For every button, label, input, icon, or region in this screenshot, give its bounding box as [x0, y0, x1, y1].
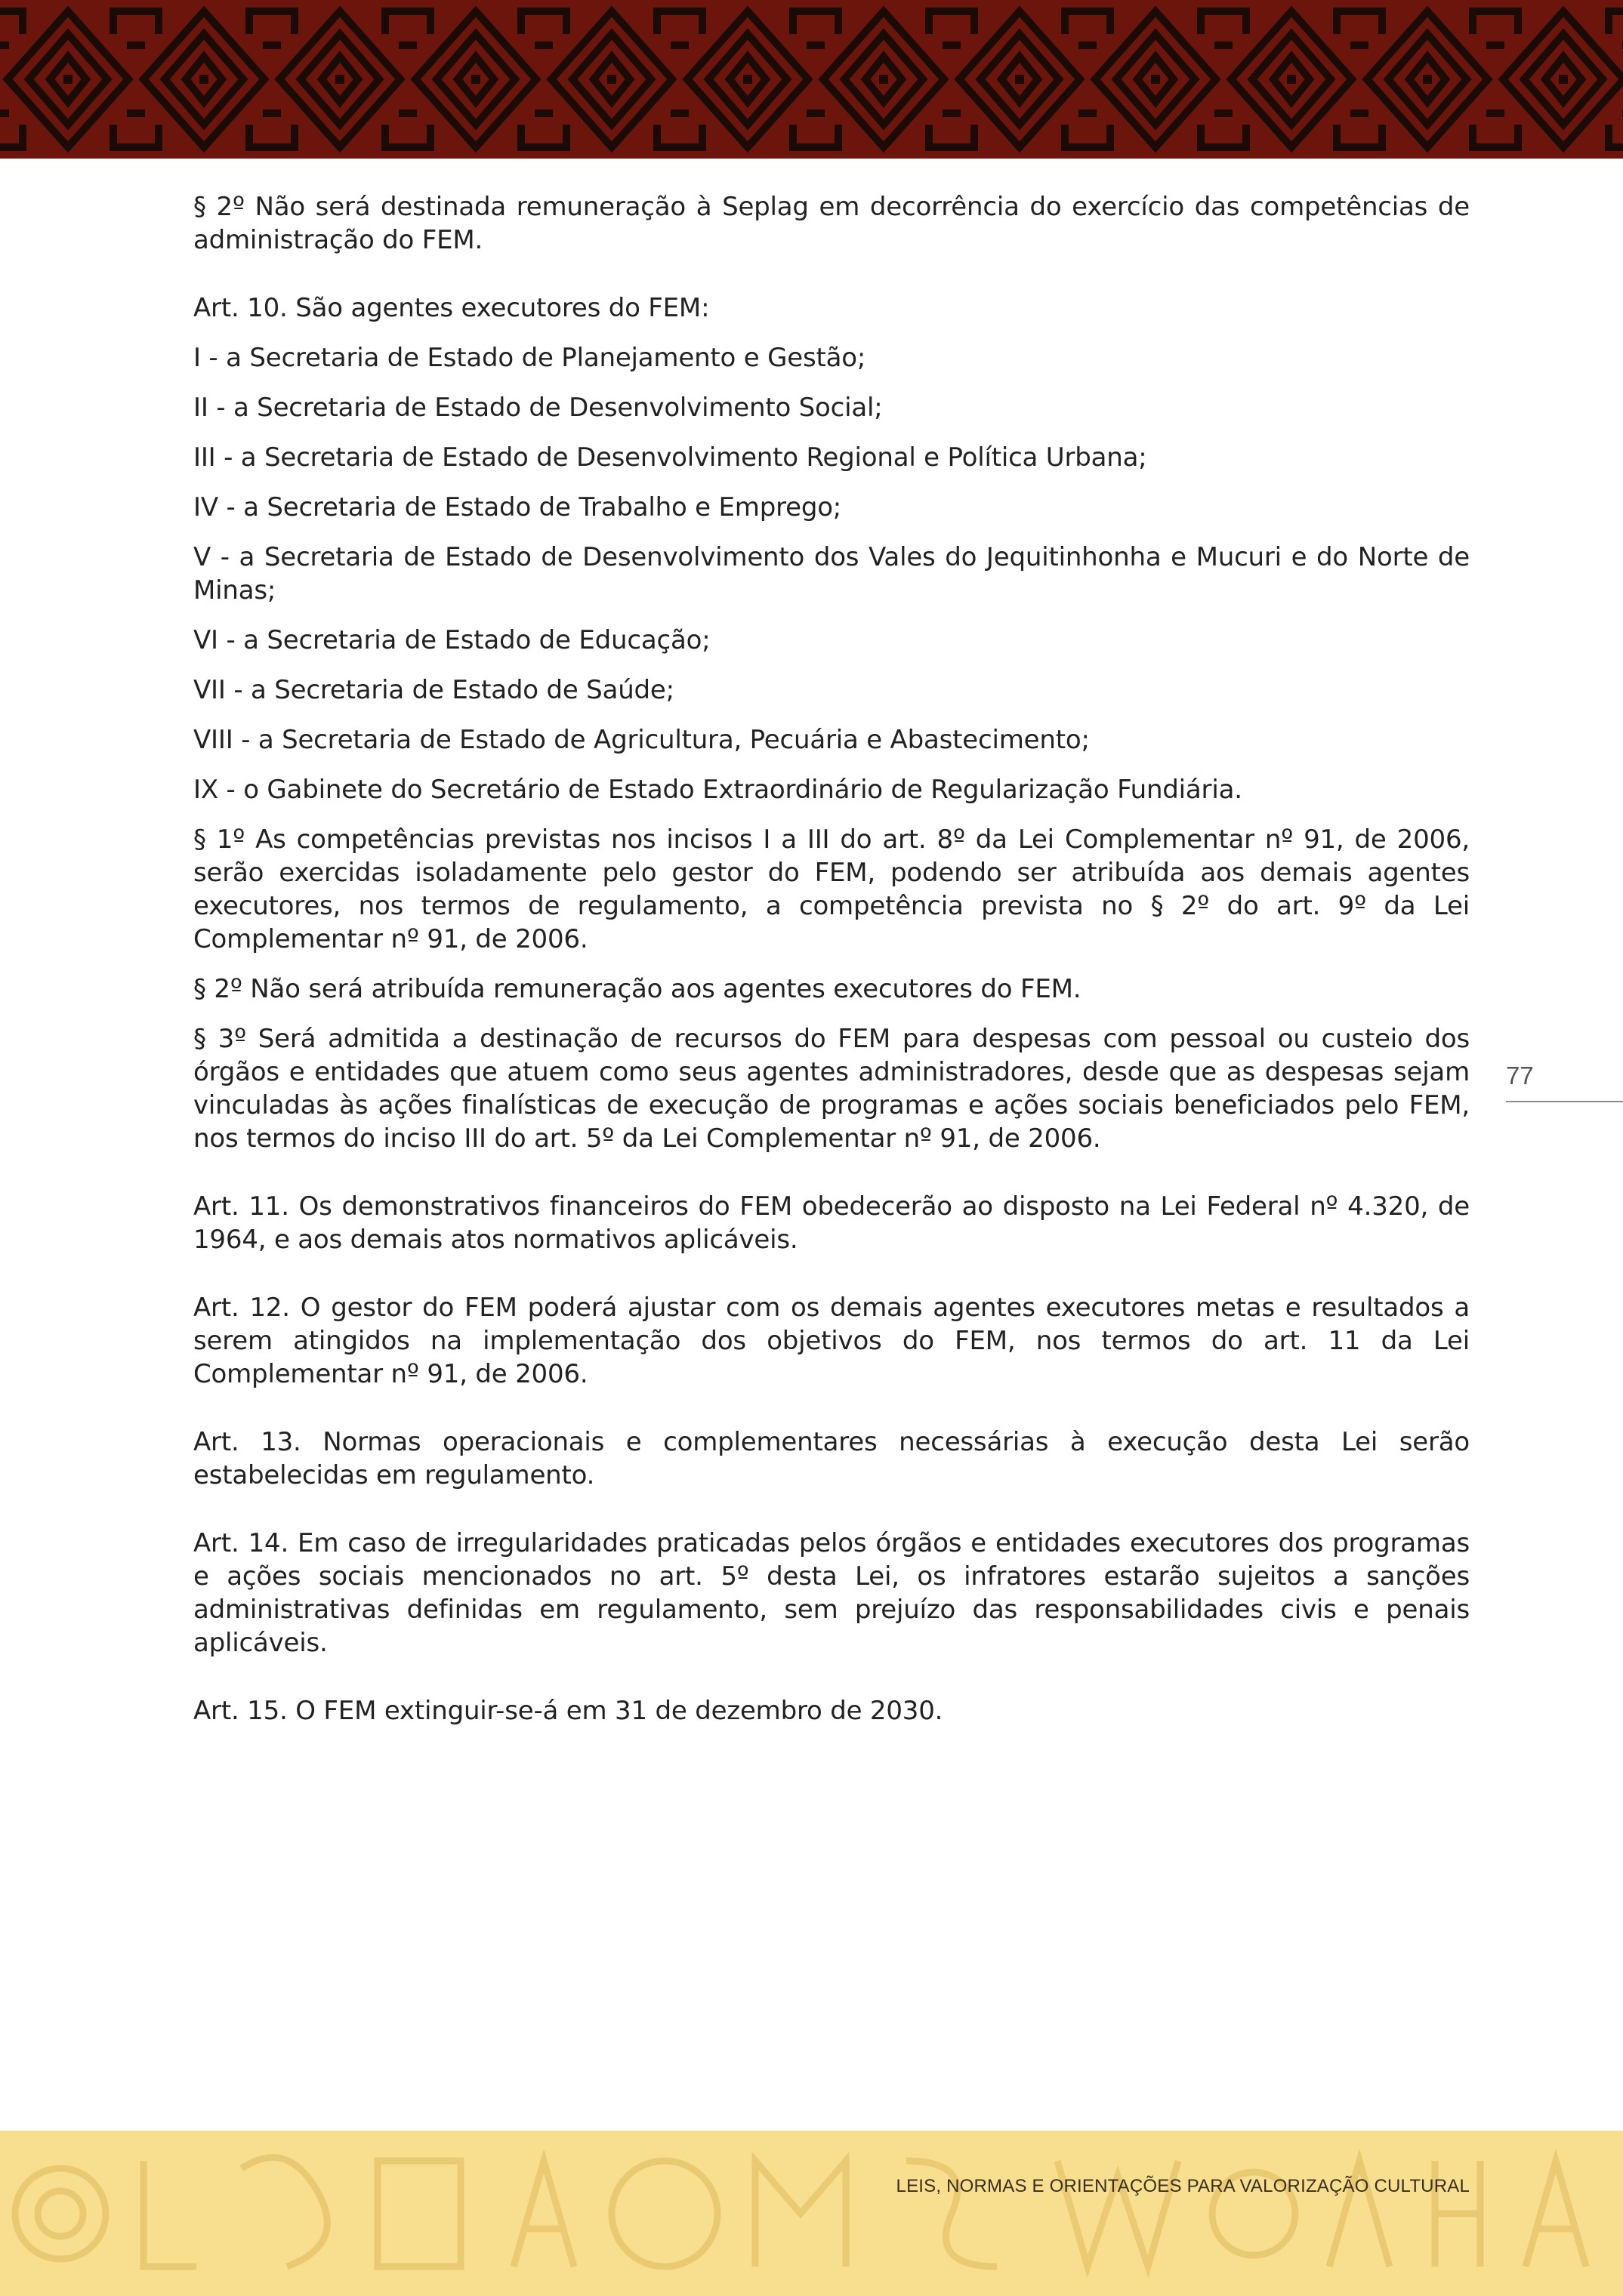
decorative-header-banner	[0, 0, 1623, 159]
decorative-footer-band	[0, 2131, 1623, 2296]
list-item: VI - a Secretaria de Estado de Educação;	[193, 625, 711, 655]
footer-pattern-graphic	[0, 2131, 1623, 2296]
footer-publication-title: LEIS, NORMAS E ORIENTAÇÕES PARA VALORIZAÇÃO CULTURAL	[896, 2176, 1470, 2196]
paragraph: § 3º Será admitida a destinação de recursos do FEM para despesas com pessoal ou custeio dos órgãos e entidades que atuem como seus agentes administradores, desde que as despesas sejam vinculadas às ações finalísticas de execução de programas e ações sociais beneficiados pelo FEM, nos termos do inciso III do art. 5º da Lei Complementar nº 91, de 2006.	[193, 1024, 1470, 1154]
list-item: II - a Secretaria de Estado de Desenvolvimento Social;	[193, 393, 883, 423]
article-paragraph: Art. 15. O FEM extinguir-se-á em 31 de dezembro de 2030.	[193, 1696, 943, 1726]
paragraph: § 2º Não será destinada remuneração à Seplag em decorrência do exercício das competências de administração do FEM.	[193, 192, 1470, 255]
article-paragraph: Art. 11. Os demonstrativos financeiros do FEM obedecerão ao disposto na Lei Federal nº 4.320, de 1964, e aos demais atos normativos aplicáveis.	[193, 1191, 1470, 1255]
list-item: I - a Secretaria de Estado de Planejamento e Gestão;	[193, 343, 866, 373]
page-number: 77	[1506, 1062, 1534, 1089]
list-item: III - a Secretaria de Estado de Desenvolvimento Regional e Política Urbana;	[193, 442, 1147, 473]
tribal-pattern-graphic	[0, 0, 1623, 159]
list-item: VII - a Secretaria de Estado de Saúde;	[193, 675, 674, 705]
article-paragraph: Art. 13. Normas operacionais e complementares necessárias à execução desta Lei serão estabelecidas em regulamento.	[193, 1427, 1470, 1490]
page-number-rule	[1506, 1101, 1623, 1102]
list-item: IX - o Gabinete do Secretário de Estado Extraordinário de Regularização Fundiária.	[193, 775, 1242, 805]
article-paragraph: Art. 12. O gestor do FEM poderá ajustar com os demais agentes executores metas e resultados a serem atingidos na implementação dos objetivos do FEM, nos termos do art. 11 da Lei Complementar nº 91, de 2006.	[193, 1293, 1470, 1389]
document-body	[193, 190, 1470, 1744]
paragraph: § 2º Não será atribuída remuneração aos agentes executores do FEM.	[193, 974, 1081, 1004]
list-item: VIII - a Secretaria de Estado de Agricultura, Pecuária e Abastecimento;	[193, 725, 1090, 755]
article-heading: Art. 10. São agentes executores do FEM:	[193, 293, 710, 323]
list-item: V - a Secretaria de Estado de Desenvolvimento dos Vales do Jequitinhonha e Mucuri e do Norte de Minas;	[193, 542, 1470, 606]
article-paragraph: Art. 14. Em caso de irregularidades praticadas pelos órgãos e entidades executores dos programas e ações sociais mencionados no art. 5º desta Lei, os infratores estarão sujeitos a sanções administrativas definidas em regulamento, sem prejuízo das responsabilidades civis e penais aplicáveis.	[193, 1528, 1470, 1658]
paragraph: § 1º As competências previstas nos incisos I a III do art. 8º da Lei Complementar nº 91, de 2006, serão exercidas isoladamente pelo gestor do FEM, podendo ser atribuída aos demais agentes executores, nos termos de regulamento, a competência prevista no § 2º do art. 9º da Lei Complementar nº 91, de 2006.	[193, 824, 1470, 954]
list-item: IV - a Secretaria de Estado de Trabalho e Emprego;	[193, 492, 842, 522]
